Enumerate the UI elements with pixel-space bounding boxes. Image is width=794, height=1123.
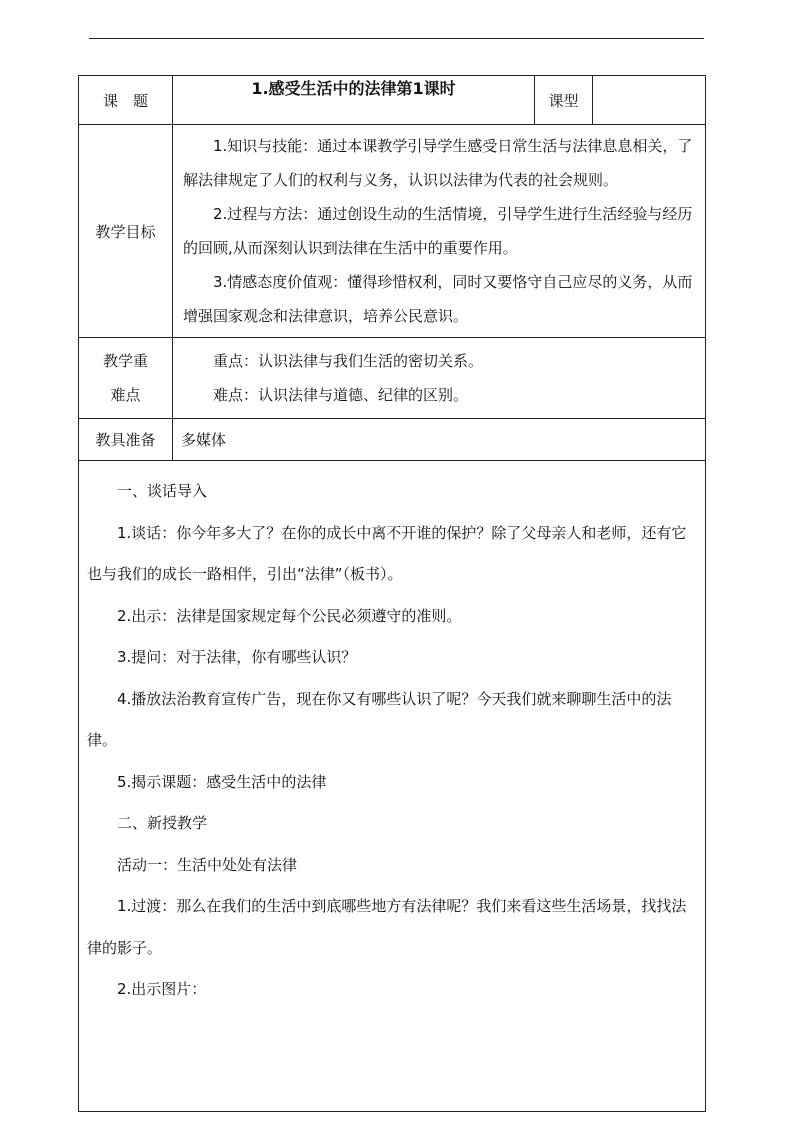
lesson-title: 1.感受生活中的法律第1课时 [173,76,535,125]
lesson-type-value [593,76,706,125]
activity-heading: 活动一：生活中处处有法律 [117,855,298,874]
key-points-label [79,338,173,419]
tools-value: 多媒体 [173,419,706,461]
section-heading: 二、新授教学 [117,814,208,832]
process-step: 2.出示图片： [117,980,207,998]
lesson-type-label: 课型 [535,76,593,125]
key-points-label-line1: 教学重 [102,352,148,370]
focus-point: 重点：认识法律与我们生活的密切关系。 [213,352,484,370]
header-rule [89,38,704,39]
process-row [79,461,706,1112]
process-step: 3.提问：对于法律，你有哪些认识？ [117,648,357,666]
process-step: 5.揭示课题：感受生活中的法律 [117,772,327,791]
goals-content [173,125,706,338]
goals-row [79,125,706,338]
goal-attitude: 3.情感态度价值观：懂得珍惜权利，同时又要恪守自己应尽的义务，从而增强国家观念和法律意识，培养公民意识。 [183,273,693,325]
topic-label: 课 题 [79,76,173,125]
topic-row [79,76,706,125]
key-points-label-line2: 难点 [110,386,141,404]
tools-label: 教具准备 [79,419,173,461]
difficulty-point: 难点：认识法律与道德、纪律的区别。 [213,386,469,404]
tools-row [79,419,706,461]
teaching-process [79,461,706,1112]
process-step: 4.播放法治教育宣传广告，现在你又有哪些认识了呢？今天我们就来聊聊生活中的法律。 [87,689,672,749]
process-step: 1.谈话：你今年多大了？在你的成长中离不开谁的保护？除了父母亲人和老师，还有它也与我们的成长一路相伴，引出“法律”（板书）。 [87,523,687,583]
goal-process: 2.过程与方法：通过创设生动的生活情境，引导学生进行生活经验与经历的回顾,从而深刻认识到法律在生活中的重要作用。 [183,205,693,257]
goals-label: 教学目标 [79,125,173,338]
process-step: 2.出示：法律是国家规定每个公民必须遵守的准则。 [117,606,462,625]
key-points-content [173,338,706,419]
lesson-plan-table [78,75,706,1112]
section-heading: 一、谈话导入 [117,482,208,500]
goal-knowledge: 1.知识与技能：通过本课教学引导学生感受日常生活与法律息息相关，了解法律规定了人们的权利与义务，认识以法律为代表的社会规则。 [183,137,693,189]
process-step: 1.过渡：那么在我们的生活中到底哪些地方有法律呢？我们来看这些生活场景，找找法律的影子。 [87,897,687,957]
key-points-row [79,338,706,419]
